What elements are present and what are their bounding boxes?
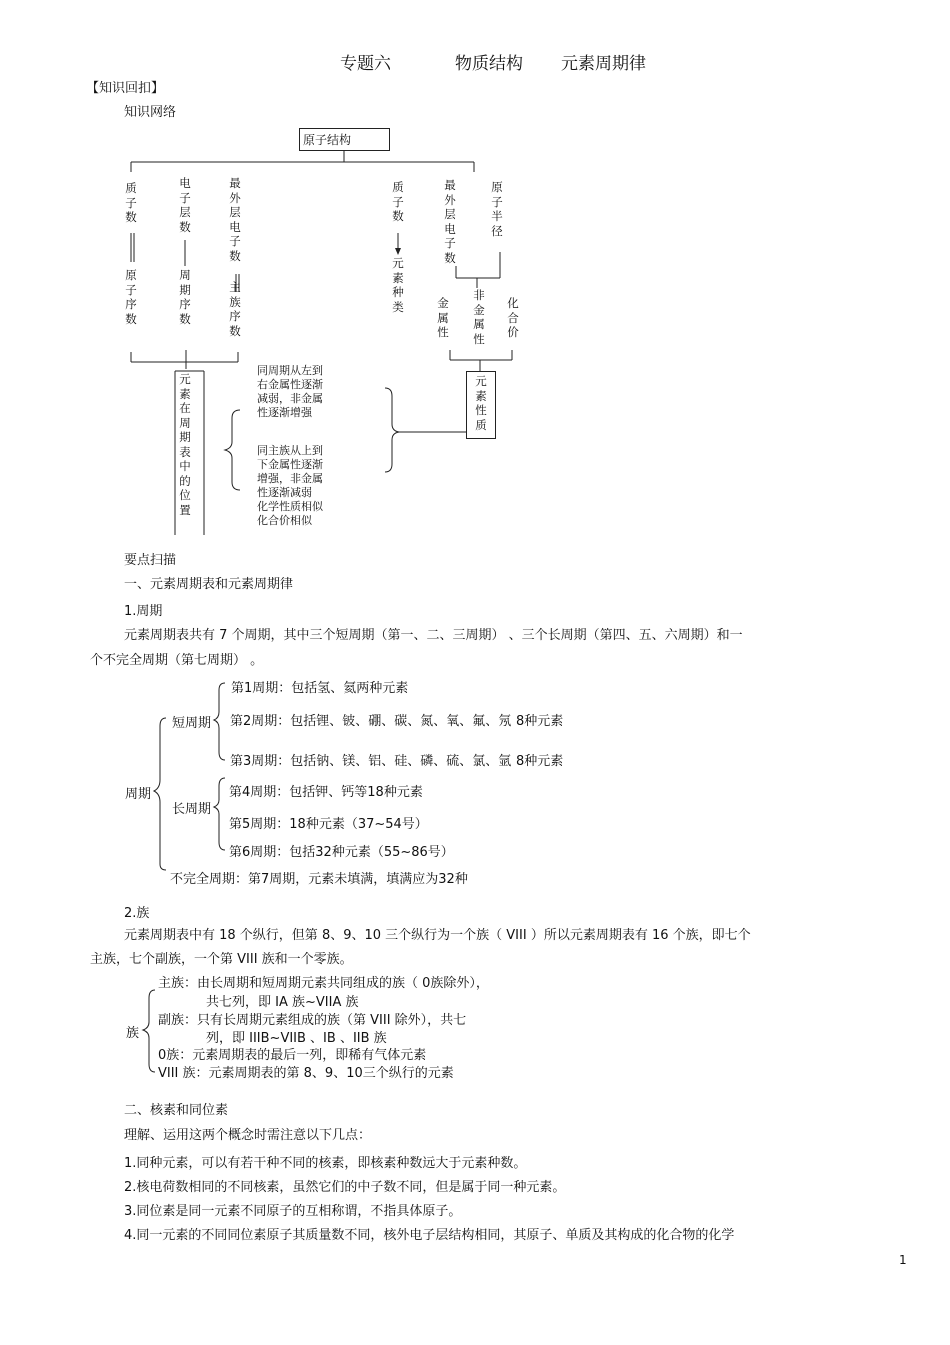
nonmetallic-label: 非金属性 [473, 288, 485, 346]
period4-item: 第4周期：包括钾、钙等18种元素 [229, 785, 423, 800]
para1-line2: 个不完全周期（第七周期） 。 [90, 653, 264, 668]
point-2: 2.核电荷数相同的不同核素，虽然它们的中子数不同，但是属于同一种元素。 [124, 1180, 566, 1195]
note-line: 同主族从上到 [257, 444, 323, 457]
main-group-line1: 主族：由长周期和短周期元素共同组成的族（ 0族除外）， [158, 976, 489, 991]
zero-group-line: 0族：元素周期表的最后一列，即稀有气体元素 [158, 1048, 427, 1063]
outer-electron-label-2: 最外层电子数 [444, 178, 456, 265]
section2-heading: 二、核素和同位素 [124, 1103, 229, 1118]
period3-item: 第3周期：包括钠、镁、铝、硅、磷、硫、氯、氩 [230, 754, 512, 769]
metallic-label: 金属性 [437, 296, 449, 339]
note-line: 同周期从左到 [257, 364, 323, 377]
para2-line1: 元素周期表中有 18 个纵行，但第 8、9、10 三个纵行为一个族（ VIII ）所以元素周期表有 16 个族，即七个 [124, 928, 751, 943]
note-line: 减弱，非金属 [257, 392, 323, 405]
section1-heading: 一、元素周期表和元素周期律 [124, 577, 294, 592]
element-kind-label: 元素种类 [392, 256, 404, 314]
group-number-label: 主族序数 [229, 280, 241, 338]
long-period-label: 长周期 [172, 802, 212, 817]
period-root: 周期 [125, 787, 152, 802]
period6-item: 第6周期：包括32种元素（55~86号） [229, 845, 454, 860]
note-line: 化合价相似 [257, 514, 312, 527]
note-line: 性逐渐增强 [257, 406, 312, 419]
valence-label: 化合价 [507, 296, 519, 339]
sub2-heading: 2.族 [124, 906, 150, 921]
para2-line2: 主族，七个副族，一个第 VIII 族和一个零族。 [90, 952, 353, 967]
period5-item: 第5周期：18种元素（37~54号） [229, 817, 428, 832]
key-points-heading: 要点扫描 [124, 553, 177, 568]
section2-intro: 理解、运用这两个概念时需注意以下几点： [124, 1128, 372, 1143]
subgroup-line1: 副族：只有长周期元素组成的族（第 VIII 除外），共七 [158, 1013, 467, 1028]
point-4: 4.同一元素的不同同位素原子其质量数不同，核外电子层结构相同，其原子、单质及其构成的化合物的化学 [124, 1228, 735, 1243]
proton-number-label-2: 质子数 [392, 180, 404, 223]
period2-tail: 8种元素 [516, 714, 564, 729]
atomic-radius-label: 原子半径 [491, 180, 503, 238]
short-period-label: 短周期 [172, 716, 212, 731]
para1-line1: 元素周期表共有 7 个周期，其中三个短周期（第一、二、三周期） 、三个长周期（第四、五、六周期）和一 [124, 628, 743, 643]
point-1: 1.同种元素，可以有若干种不同的核素，即核素种数远大于元素种数。 [124, 1156, 527, 1171]
position-in-table-box: 元素在周期表中的位置 [179, 372, 191, 517]
element-properties-label: 元素性质 [475, 374, 487, 432]
note-line: 性逐渐减弱 [257, 486, 312, 499]
period2-item: 第2周期：包括锂、铍、硼、碳、氮、氧、氟、氖 [230, 714, 512, 729]
atomic-number-label: 原子序数 [125, 268, 137, 326]
note-line: 下金属性逐渐 [257, 458, 323, 471]
electron-shell-label: 电子层数 [179, 176, 191, 234]
subgroup-line2: 列，即 IIIB~VIIB 、IB 、IIB 族 [206, 1031, 387, 1046]
note-line: 右金属性逐渐 [257, 378, 323, 391]
knowledge-network-label: 知识网络 [124, 105, 177, 120]
main-group-line2: 共七列，即 IA 族~VIIA 族 [206, 995, 359, 1010]
period7-item: 不完全周期：第7周期，元素未填满，填满应为32种 [170, 872, 468, 887]
title-part3: 元素周期律 [561, 54, 646, 74]
proton-number-label: 质子数 [125, 181, 137, 224]
note-line: 化学性质相似 [257, 500, 323, 513]
group-viii-line: VIII 族：元素周期表的第 8、9、10三个纵行的元素 [158, 1066, 454, 1081]
note-line: 增强，非金属 [257, 472, 323, 485]
title-part1: 专题六 [340, 54, 391, 74]
page-number: 1 [899, 1253, 907, 1267]
family-root: 族 [126, 1026, 140, 1041]
outer-electron-label: 最外层电子数 [229, 176, 241, 263]
sub1-heading: 1.周期 [124, 604, 163, 619]
atomic-structure-label: 原子结构 [303, 133, 352, 147]
period-number-label: 周期序数 [179, 268, 191, 326]
title-part2: 物质结构 [455, 54, 523, 74]
section-review-heading: 【知识回扣】 [86, 81, 165, 96]
period3-tail: 8种元素 [516, 754, 564, 769]
period1-item: 第1周期：包括氢、氦两种元素 [231, 681, 409, 696]
point-3: 3.同位素是同一元素不同原子的互相称谓，不指具体原子。 [124, 1204, 462, 1219]
